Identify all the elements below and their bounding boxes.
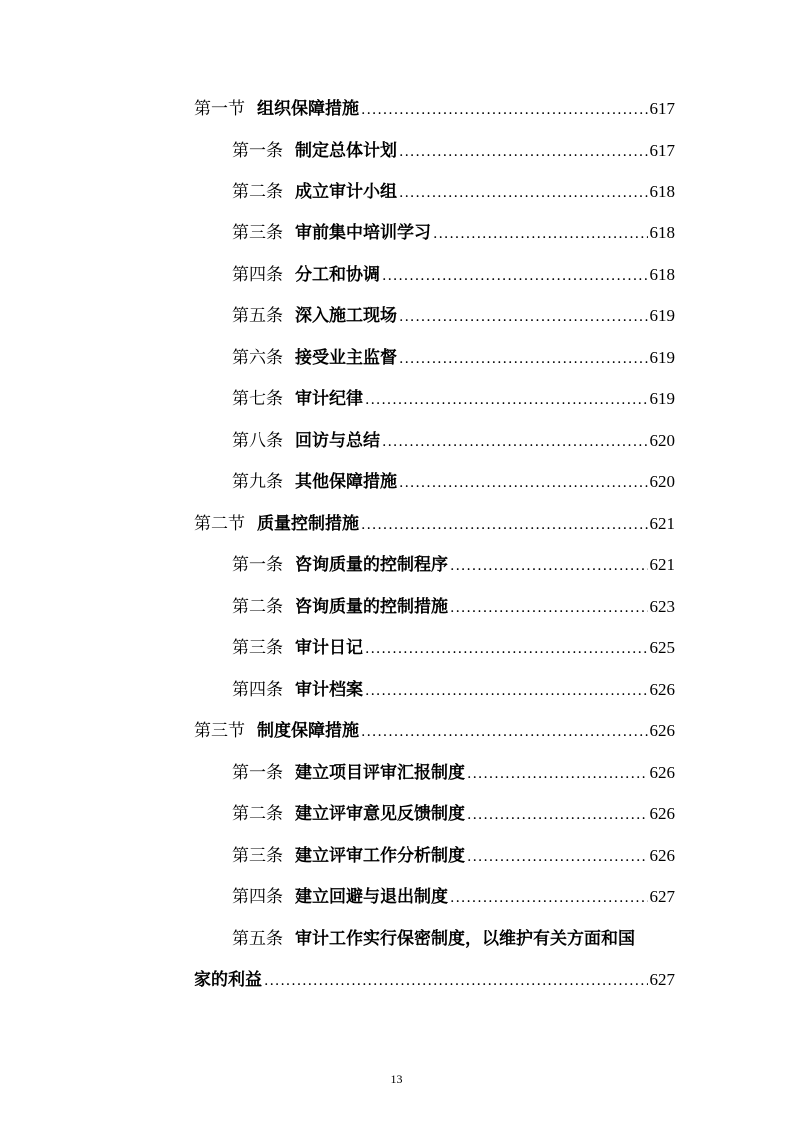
toc-item[interactable] xyxy=(232,762,675,785)
leader-dots xyxy=(365,638,648,660)
article-number: 第二条 xyxy=(232,597,283,617)
leader-dots xyxy=(467,804,648,826)
leader-dots xyxy=(399,182,648,204)
toc-item[interactable] xyxy=(232,388,675,411)
page-number: 626 xyxy=(649,763,675,782)
leader-dots xyxy=(365,389,648,411)
article-title: 审计纪律 xyxy=(295,389,363,409)
toc-item[interactable] xyxy=(232,181,675,204)
toc-item[interactable] xyxy=(232,264,675,287)
article-title: 建立评审工作分析制度 xyxy=(295,846,465,866)
leader-dots xyxy=(467,846,648,868)
page-number: 626 xyxy=(649,804,675,823)
page-number: 621 xyxy=(649,514,675,533)
article-title: 成立审计小组 xyxy=(295,182,397,202)
toc-item-wrapped[interactable] xyxy=(232,928,675,950)
article-number: 第五条 xyxy=(232,306,283,326)
page-number: 617 xyxy=(649,141,675,160)
article-title: 制定总体计划 xyxy=(295,141,397,161)
article-title: 审计日记 xyxy=(295,638,363,658)
leader-dots xyxy=(467,763,648,785)
article-number: 第二条 xyxy=(232,804,283,824)
article-number: 第二条 xyxy=(232,182,283,202)
toc-item[interactable] xyxy=(232,845,675,868)
article-title-line1: 审计工作实行保密制度，以维护有关方面和国 xyxy=(295,929,635,949)
section-title: 组织保障措施 xyxy=(257,99,359,119)
toc-item[interactable] xyxy=(232,679,675,702)
toc-section-2[interactable] xyxy=(194,513,675,536)
page-number: 625 xyxy=(649,638,675,657)
leader-dots xyxy=(361,99,648,121)
toc-item[interactable] xyxy=(232,803,675,826)
leader-dots xyxy=(382,431,648,453)
article-number: 第一条 xyxy=(232,555,283,575)
page-number: 620 xyxy=(649,431,675,450)
article-title: 回访与总结 xyxy=(295,431,380,451)
section-title: 质量控制措施 xyxy=(257,514,359,534)
article-title: 深入施工现场 xyxy=(295,306,397,326)
page-number: 626 xyxy=(649,680,675,699)
page-number: 618 xyxy=(649,223,675,242)
leader-dots xyxy=(399,348,648,370)
page-number: 626 xyxy=(649,721,675,740)
article-number: 第七条 xyxy=(232,389,283,409)
leader-dots xyxy=(264,970,648,992)
article-number: 第六条 xyxy=(232,348,283,368)
toc-item[interactable] xyxy=(232,430,675,453)
toc-item[interactable] xyxy=(232,222,675,245)
toc-item[interactable] xyxy=(232,471,675,494)
page-number: 626 xyxy=(649,846,675,865)
article-title: 咨询质量的控制程序 xyxy=(295,555,448,575)
article-number: 第三条 xyxy=(232,846,283,866)
article-number: 第四条 xyxy=(232,265,283,285)
article-title: 审前集中培训学习 xyxy=(295,223,431,243)
leader-dots xyxy=(361,721,648,743)
article-number: 第四条 xyxy=(232,887,283,907)
article-title-line2: 家的利益 xyxy=(194,970,262,990)
leader-dots xyxy=(399,472,648,494)
page-number: 627 xyxy=(649,970,675,989)
article-number: 第五条 xyxy=(232,929,283,949)
page-number: 619 xyxy=(649,389,675,408)
leader-dots xyxy=(361,514,648,536)
toc-item[interactable] xyxy=(232,554,675,577)
article-number: 第四条 xyxy=(232,680,283,700)
section-number: 第一节 xyxy=(194,99,245,119)
leader-dots xyxy=(399,141,648,163)
article-title: 建立项目评审汇报制度 xyxy=(295,763,465,783)
page-number: 619 xyxy=(649,348,675,367)
page-number: 623 xyxy=(649,597,675,616)
section-title: 制度保障措施 xyxy=(257,721,359,741)
page-number: 621 xyxy=(649,555,675,574)
page-number: 619 xyxy=(649,306,675,325)
footer-page-number: 13 xyxy=(390,1072,403,1086)
toc-item[interactable] xyxy=(232,140,675,163)
page-number: 618 xyxy=(649,265,675,284)
leader-dots xyxy=(433,223,648,245)
toc-item[interactable] xyxy=(232,886,675,909)
toc-section-1[interactable] xyxy=(194,98,675,121)
toc-item-wrapped-continuation[interactable] xyxy=(194,969,675,992)
article-title: 其他保障措施 xyxy=(295,472,397,492)
toc-item[interactable] xyxy=(232,596,675,619)
article-number: 第三条 xyxy=(232,223,283,243)
leader-dots xyxy=(399,306,648,328)
page-number: 617 xyxy=(649,99,675,118)
leader-dots xyxy=(450,887,648,909)
leader-dots xyxy=(365,680,648,702)
toc-item[interactable] xyxy=(232,637,675,660)
leader-dots xyxy=(450,555,648,577)
toc-item[interactable] xyxy=(232,347,675,370)
page-number: 618 xyxy=(649,182,675,201)
article-title: 建立回避与退出制度 xyxy=(295,887,448,907)
article-title: 接受业主监督 xyxy=(295,348,397,368)
toc-item[interactable] xyxy=(232,305,675,328)
article-title: 咨询质量的控制措施 xyxy=(295,597,448,617)
page-number: 620 xyxy=(649,472,675,491)
section-number: 第二节 xyxy=(194,514,245,534)
article-number: 第一条 xyxy=(232,141,283,161)
article-title: 分工和协调 xyxy=(295,265,380,285)
article-number: 第八条 xyxy=(232,431,283,451)
article-title: 建立评审意见反馈制度 xyxy=(295,804,465,824)
toc-section-3[interactable] xyxy=(194,720,675,743)
section-number: 第三节 xyxy=(194,721,245,741)
article-number: 第一条 xyxy=(232,763,283,783)
leader-dots xyxy=(450,597,648,619)
page-number: 627 xyxy=(649,887,675,906)
article-number: 第三条 xyxy=(232,638,283,658)
leader-dots xyxy=(382,265,648,287)
article-title: 审计档案 xyxy=(295,680,363,700)
article-number: 第九条 xyxy=(232,472,283,492)
